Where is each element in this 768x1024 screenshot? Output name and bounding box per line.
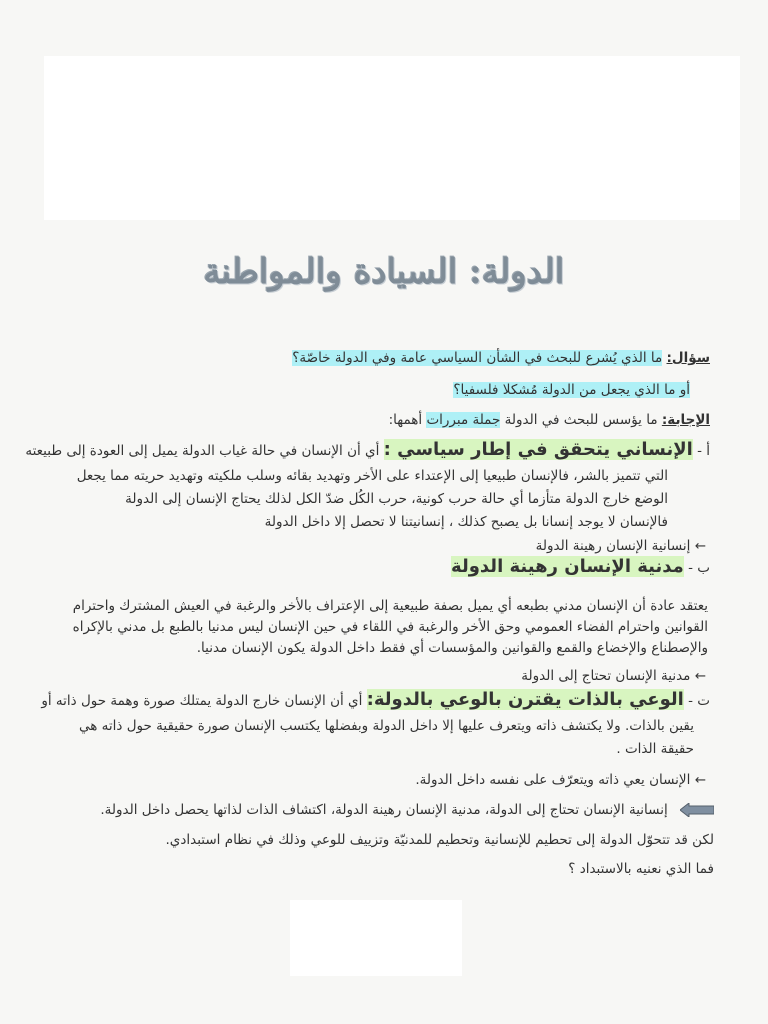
summary-text: إنسانية الإنسان تحتاج إلى الدولة، مدنية الإنسان رهينة الدولة، اكتشاف الذات لذاتها يحصل داخل الدولة. — [100, 802, 668, 818]
point-b-line-1: يعتقد عادة أن الإنسان مدني بطبعه أي يميل بصفة طبيعية إلى الإعتراف بالأخر والرغبة في العيش المشترك واحترام — [72, 598, 708, 614]
point-a-line-1 — [25, 439, 710, 461]
blank-top-panel — [44, 56, 740, 220]
point-c-line-2: يقين بالذات. ولا يكتشف ذاته ويتعرف عليها إلا داخل الدولة وبفضلها يكتسب الإنسان صورة حقيقية حول ذاته هي — [79, 718, 694, 734]
answer-text-before: ما يؤسس للبحث في الدولة — [504, 412, 658, 428]
point-a-conclusion-text: إنسانية الإنسان رهينة الدولة — [535, 538, 691, 554]
answer-highlight: جملة مبررات — [426, 412, 501, 428]
point-b-heading-line — [40, 557, 710, 578]
point-a-heading: الإنساني يتحقق في إطار سياسي : — [383, 439, 693, 460]
answer-text-after: أهمها: — [388, 412, 423, 428]
summary-line — [40, 800, 714, 820]
point-a-text-1: أي أن الإنسان في حالة غياب الدولة يميل إلى العودة إلى طبيعته — [25, 443, 380, 459]
point-c-text-1: أي أن الإنسان خارج الدولة يمتلك صورة وهمة حول ذاته أو — [41, 693, 363, 709]
point-c-line-1 — [40, 690, 710, 711]
final-question: فما الذي نعنيه بالاستبداد ؟ — [568, 861, 714, 877]
point-b-marker: ب - — [688, 560, 710, 576]
question-alt-line — [40, 380, 690, 400]
left-arrow-icon: ← — [694, 668, 706, 684]
point-b-line-3: والإصطناع والإخضاع والقمع والقوانين والمؤسسات أي فقط داخل الدولة يكون الإنسان مدنيا. — [196, 640, 708, 656]
question-text: ما الذي يُشرع للبحث في الشأن السياسي عامة وفي الدولة خاصّة؟ — [292, 350, 663, 366]
point-c-line-3: حقيقة الذات . — [616, 741, 694, 757]
question-alt-text: أو ما الذي يجعل من الدولة مُشكلا فلسفيا؟ — [453, 382, 690, 398]
point-b-line-2: القوانين واحترام الفضاء العمومي وحق الأخر والرغبة في اللقاء في حين الإنسان ليس مدنيا بالطبع بل مدني بالإكراه — [72, 619, 708, 635]
page-title: الدولة: السيادة والمواطنة — [203, 252, 565, 292]
point-c-conclusion-text: الإنسان يعي ذاته ويتعرّف على نفسه داخل الدولة. — [415, 772, 691, 788]
point-c-heading: الوعي بالذات يقترن بالوعي بالدولة: — [366, 689, 684, 710]
left-arrow-icon: ← — [694, 772, 706, 788]
point-a-marker: أ - — [697, 443, 710, 459]
left-arrow-icon: ← — [694, 538, 706, 554]
point-a-line-3: الوضع خارج الدولة متأزما أي حالة حرب كونية، حرب الكُل ضدّ الكل لذلك يحتاج الإنسان إلى الدولة — [125, 491, 668, 507]
question-line — [40, 348, 710, 368]
block-left-arrow-icon — [680, 803, 714, 817]
point-c-marker: ت - — [688, 693, 710, 709]
answer-line — [40, 410, 710, 430]
point-a-conclusion — [40, 536, 706, 556]
point-b-heading: مدنية الإنسان رهينة الدولة — [451, 556, 684, 577]
question-label: سؤال: — [666, 350, 710, 366]
point-b-conclusion-text: مدنية الإنسان تحتاج إلى الدولة — [521, 668, 691, 684]
blank-bottom-panel — [290, 900, 462, 976]
point-a-line-2: التي تتميز بالشر، فالإنسان طبيعيا إلى الإعتداء على الأخر وتهديد بقائه وسلب ملكيته وتهديد حريته مما يجعل — [76, 468, 668, 484]
point-b-conclusion — [40, 666, 706, 686]
point-a-line-4: فالإنسان لا يوجد إنسانا بل يصبح كذلك ، إنسانيتنا لا تحصل إلا داخل الدولة — [264, 514, 668, 530]
transition-line: لكن قد تتحوّل الدولة إلى تحطيم للإنسانية وتحطيم للمدنيّة وتزييف للوعي وذلك في نظام استبدادي. — [165, 832, 714, 848]
point-c-conclusion — [40, 770, 706, 790]
answer-label: الإجابة: — [661, 412, 710, 428]
